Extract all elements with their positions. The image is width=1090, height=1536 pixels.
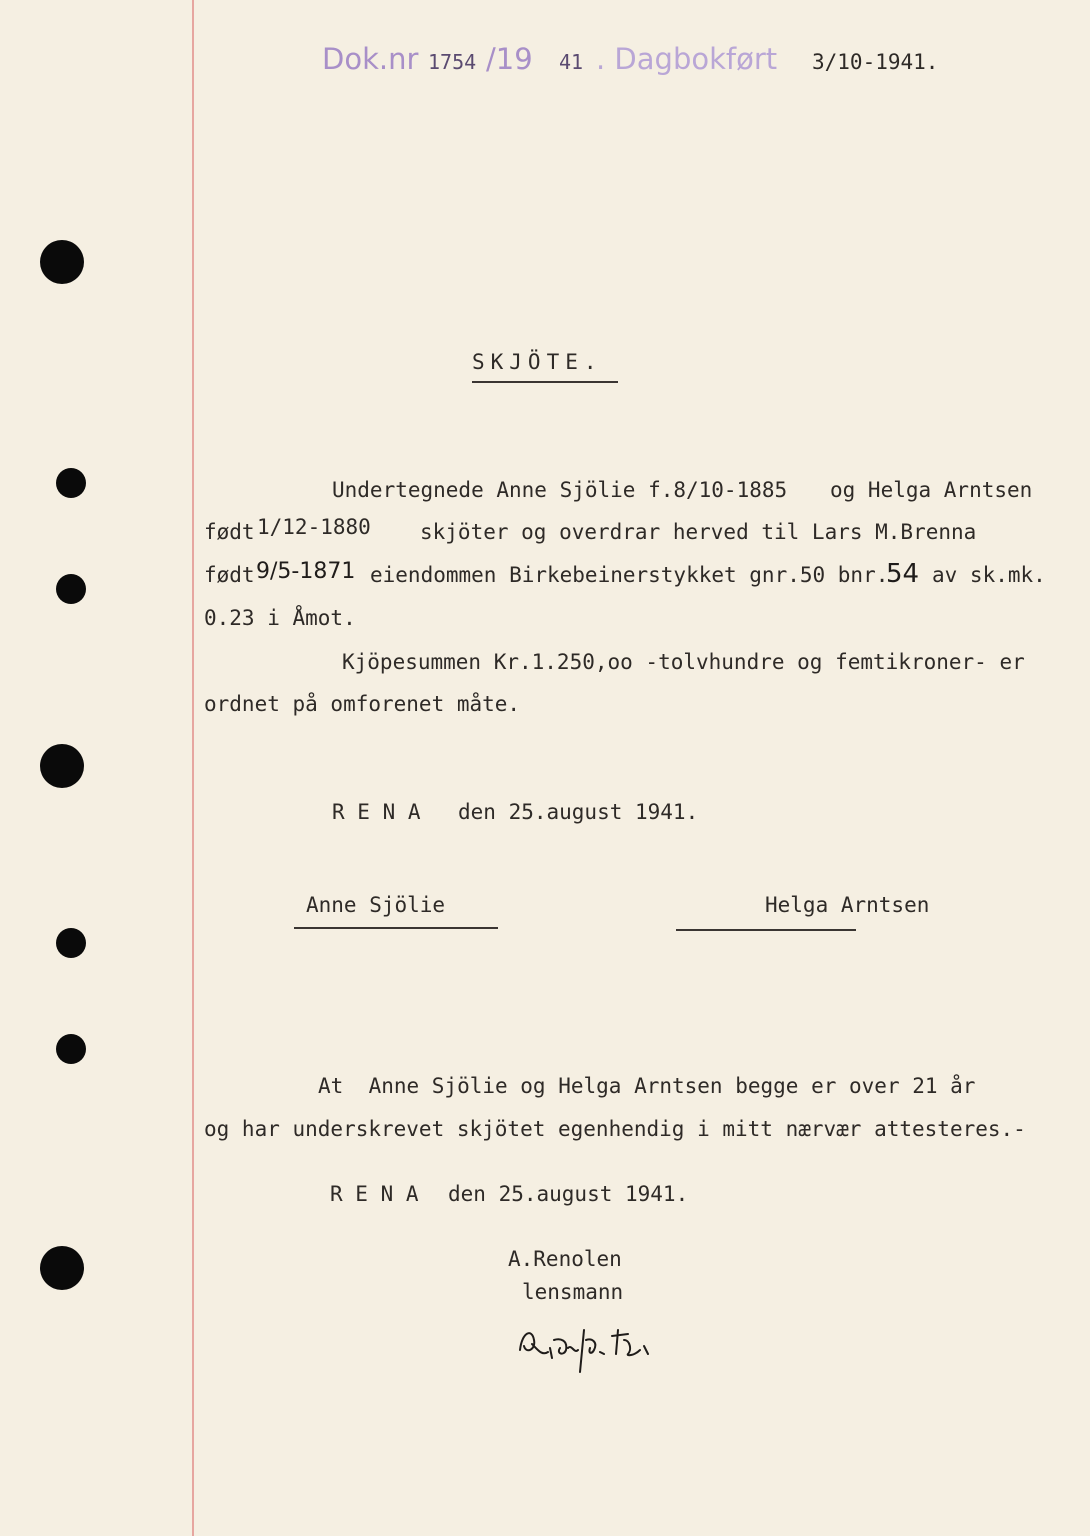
- punch-hole: [56, 1034, 86, 1064]
- punch-hole: [40, 240, 84, 284]
- stamp-registered-label: . Dagbokført: [596, 42, 778, 76]
- signature-right: Helga Arntsen: [765, 893, 930, 917]
- para1-line3-end: av sk.mk.: [932, 563, 1046, 587]
- para1-line3-handwritten-date: 9/5-1871: [256, 559, 356, 584]
- date-2: den 25.august 1941.: [448, 1182, 689, 1206]
- punch-hole: [40, 1246, 84, 1290]
- signature-line-left: [294, 927, 498, 929]
- para1-line2-born: født: [204, 520, 255, 544]
- punch-hole: [56, 468, 86, 498]
- stamp-slash-year: /19: [486, 42, 533, 76]
- handwritten-initials-signature: [508, 1310, 668, 1380]
- place-2: R E N A: [330, 1182, 419, 1206]
- punch-hole: [40, 744, 84, 788]
- para1-line2-handwritten-date: 1/12-1880: [257, 515, 371, 539]
- para1-line1-part1: Undertegnede Anne Sjölie f.8/10-1885: [332, 478, 788, 502]
- stamp-year-suffix: 41: [559, 50, 584, 74]
- signature-left: Anne Sjölie: [306, 893, 446, 917]
- signature-line-right: [676, 929, 856, 931]
- punch-hole: [56, 574, 86, 604]
- stamp-doc-number: 1754: [428, 50, 477, 74]
- para1-line4: 0.23 i Åmot.: [204, 606, 356, 630]
- place-1: R E N A: [332, 800, 421, 824]
- para1-line2-rest: skjöter og overdrar herved til Lars M.Brenna: [420, 520, 977, 544]
- official-title: lensmann: [522, 1280, 624, 1304]
- stamp-registered-date: 3/10-1941.: [812, 50, 939, 74]
- para2-line1: Kjöpesummen Kr.1.250,oo -tolvhundre og femtikroner- er: [342, 650, 1025, 674]
- para1-line3-handwritten-bnr: 54: [886, 559, 920, 589]
- margin-line: [192, 0, 194, 1536]
- para1-line3-rest: eiendommen Birkebeinerstykket gnr.50 bnr.: [370, 563, 889, 587]
- official-name: A.Renolen: [508, 1247, 622, 1271]
- para1-line3-born: født: [204, 563, 255, 587]
- date-1: den 25.august 1941.: [458, 800, 699, 824]
- para1-line1-part2: og Helga Arntsen: [830, 478, 1033, 502]
- attestation-line2: og har underskrevet skjötet egenhendig i mitt nærvær attesteres.-: [204, 1117, 1026, 1141]
- stamp-doc-prefix: Dok.nr: [322, 42, 419, 76]
- title-underline: [472, 381, 618, 383]
- punch-hole: [56, 928, 86, 958]
- attestation-line1: At Anne Sjölie og Helga Arntsen begge er over 21 år: [318, 1074, 976, 1098]
- document-title: SKJÖTE.: [472, 350, 603, 374]
- para2-line2: ordnet på omforenet måte.: [204, 692, 521, 716]
